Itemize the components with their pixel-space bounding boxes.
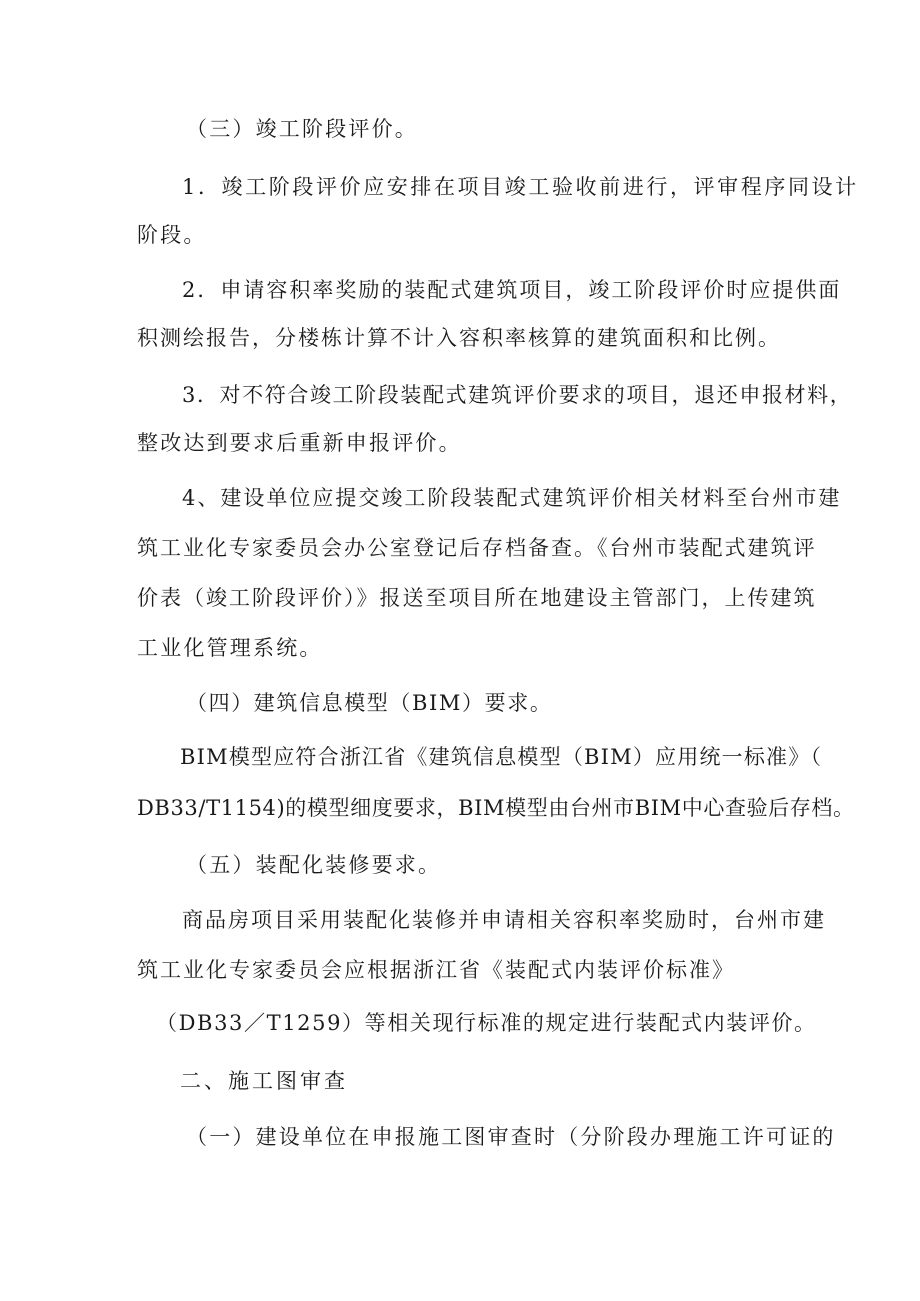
paragraph-decoration-line-2: 筑工业化专家委员会应根据浙江省《装配式内装评价标准》 [137, 958, 735, 982]
section-heading-completion-evaluation: （三）竣工阶段评价。 [186, 117, 418, 141]
section-heading-construction-drawing-review: 二、施工图审查 [180, 1069, 348, 1093]
paragraph-item-1-line-2: 阶段。 [137, 223, 207, 247]
paragraph-item-4-line-2: 筑工业化专家委员会办公室登记后存档备查。《台州市装配式建筑评 [137, 536, 817, 560]
paragraph-item-4-line-3: 价表（竣工阶段评价）》报送至项目所在地建设主管部门，上传建筑 [137, 586, 817, 610]
paragraph-bim-line-2: DB33/T1154)的模型细度要求，BIM模型由台州市BIM中心查验后存档。 [137, 796, 855, 820]
paragraph-item-1-line-1: 1．竣工阶段评价应安排在项目竣工验收前进行，评审程序同设计 [182, 175, 859, 199]
paragraph-item-4-line-1: 4、建设单位应提交竣工阶段装配式建筑评价相关材料至台州市建 [182, 486, 842, 510]
paragraph-bim-line-1: BIM模型应符合浙江省《建筑信息模型（BIM）应用统一标准》（ [180, 745, 823, 769]
paragraph-item-2-line-2: 积测绘报告，分楼栋计算不计入容积率核算的建筑面积和比例。 [137, 326, 781, 350]
section-heading-prefab-decoration: （五）装配化装修要求。 [186, 853, 442, 877]
paragraph-item-3-line-1: 3．对不符合竣工阶段装配式建筑评价要求的项目，退还申报材料， [182, 383, 853, 407]
paragraph-item-4-line-4: 工业化管理系统。 [137, 636, 323, 660]
paragraph-item-2-line-1: 2．申请容积率奖励的装配式建筑项目，竣工阶段评价时应提供面 [182, 278, 842, 302]
paragraph-decoration-line-1: 商品房项目采用装配化装修并申请相关容积率奖励时，台州市建 [182, 908, 826, 932]
section-heading-bim-requirements: （四）建筑信息模型（BIM）要求。 [186, 691, 553, 715]
paragraph-item-3-line-2: 整改达到要求后重新申报评价。 [137, 431, 462, 455]
paragraph-section-2-item-1-line-1: （一）建设单位在申报施工图审查时（分阶段办理施工许可证的 [186, 1125, 836, 1149]
paragraph-decoration-line-3: （DB33／T1259）等相关现行标准的规定进行装配式内装评价。 [156, 1011, 817, 1035]
